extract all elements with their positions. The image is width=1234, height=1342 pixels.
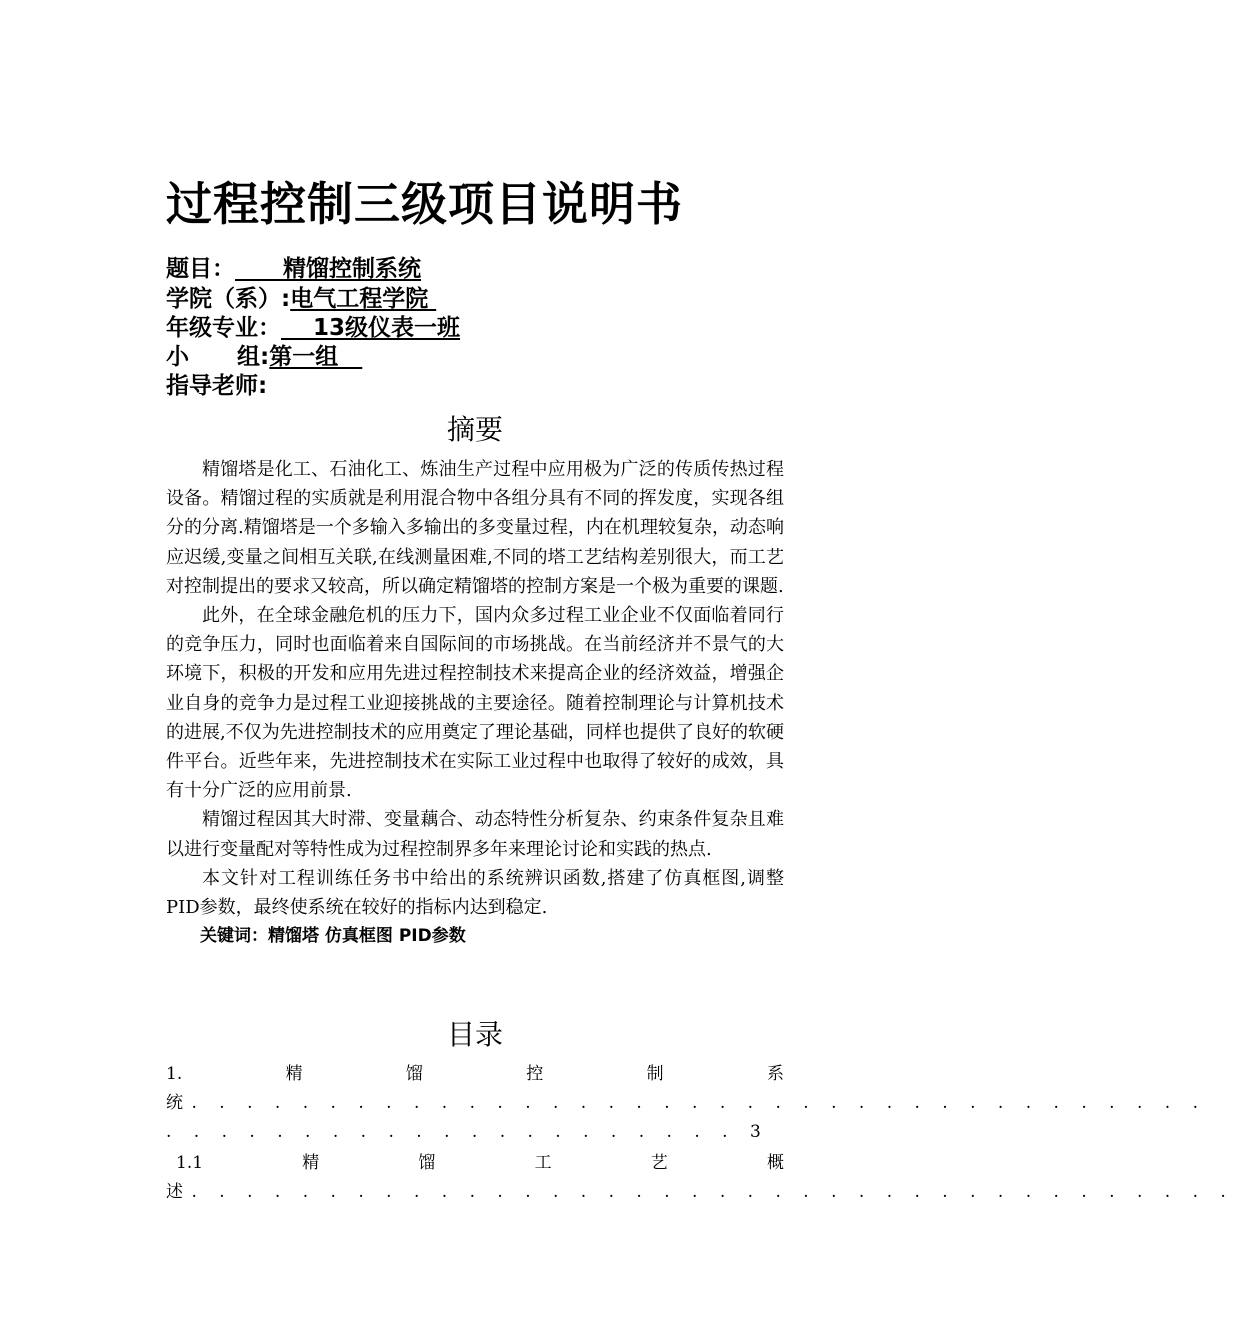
keywords-line: 关键词：精馏塔 仿真框图 PID参数 [200,926,466,947]
abstract-paragraph: 精馏塔是化工、石油化工、炼油生产过程中应用极为广泛的传质传热过程设备。精馏过程的实质就是利用混合物中各组分具有不同的挥发度，实现各组分的分离.精馏塔是一个多输入多输出的多变量过程，内在机理较复杂，动态响应迟缓,变量之间相互关联,在线测量困难,不同的塔工艺结构差别很大，而工艺对控制提出的要求又较高，所以确定精馏塔的控制方案是一个极为重要的课题. [166,459,784,597]
toc-heading: 目录 [446,1018,503,1051]
toc-entry-char: 制 [646,1064,664,1084]
toc-entry-number: 1. [166,1064,183,1084]
toc-entry-1[interactable] [166,1060,784,1089]
toc-entry-char: 精 [302,1153,320,1173]
toc-entry-1-1[interactable] [166,1149,784,1178]
toc-leader-dots: 述. . . . . . . . . . . . . . . . . . . . . . . . . . . . . . . . . . . . . . [166,1182,1234,1202]
topic-label: 题目： [166,256,235,282]
toc-entry-char: 馏 [405,1064,423,1084]
document-title: 过程控制三级项目说明书 [166,177,683,231]
toc-entry-number: 1.1 [176,1153,204,1173]
topic-line [166,254,465,284]
toc-entry-char: 馏 [418,1153,436,1173]
advisor-line [166,371,267,401]
toc-entry-char: 系 [766,1064,784,1084]
table-of-contents [166,1060,1234,1207]
abstract-paragraph: 精馏过程因其大时滞、变量藕合、动态特性分析复杂、约束条件复杂且难以进行变量配对等特性成为过程控制界多年来理论讨论和实践的热点. [166,809,784,860]
grade-label: 年级专业： [166,315,281,341]
advisor-label: 指导老师: [166,373,268,399]
abstract-heading: 摘要 [446,413,503,446]
group-label: 小 组: [166,344,270,370]
group-line [166,342,362,372]
abstract-paragraph: 此外，在全球金融危机的压力下，国内众多过程工业企业不仅面临着同行的竞争压力，同时也面临着来自国际间的市场挑战。在当前经济并不景气的大环境下，积极的开发和应用先进过程控制技术来提高企业的经济效益，增强企业自身的竞争力是过程工业迎接挑战的主要途径。随着控制理论与计算机技术的进展,不仅为先进控制技术的应用奠定了理论基础，同样也提供了良好的软硬件平台。近些年来，先进控制技术在实际工业过程中也取得了较好的成效，具有十分广泛的应用前景. [166,605,784,802]
group-value: 第一组 [269,344,363,370]
grade-value: 13级仪表一班 [281,315,461,341]
toc-entry-char: 概 [766,1153,784,1173]
abstract-body [166,455,784,951]
college-value: 电气工程学院 [290,286,437,312]
grade-line [166,313,460,343]
toc-leader-dots-page: . . . . . . . . . . . . . . . . . . . . . 3 [166,1122,770,1142]
toc-entry-char: 控 [526,1064,544,1084]
toc-entry-char: 精 [285,1064,303,1084]
abstract-paragraph: 本文针对工程训练任务书中给出的系统辨识函数,搭建了仿真框图,调整PID参数，最终使系统在较好的指标内达到稳定. [166,867,784,919]
college-line [166,284,436,314]
college-label: 学院（系）: [166,286,291,312]
topic-value: 精馏控制系统 [235,256,422,282]
toc-entry-char: 工 [534,1153,552,1173]
toc-leader-dots: 统. . . . . . . . . . . . . . . . . . . . . . . . . . . . . . . . . . . . . [166,1093,1207,1113]
toc-entry-char: 艺 [650,1153,668,1173]
